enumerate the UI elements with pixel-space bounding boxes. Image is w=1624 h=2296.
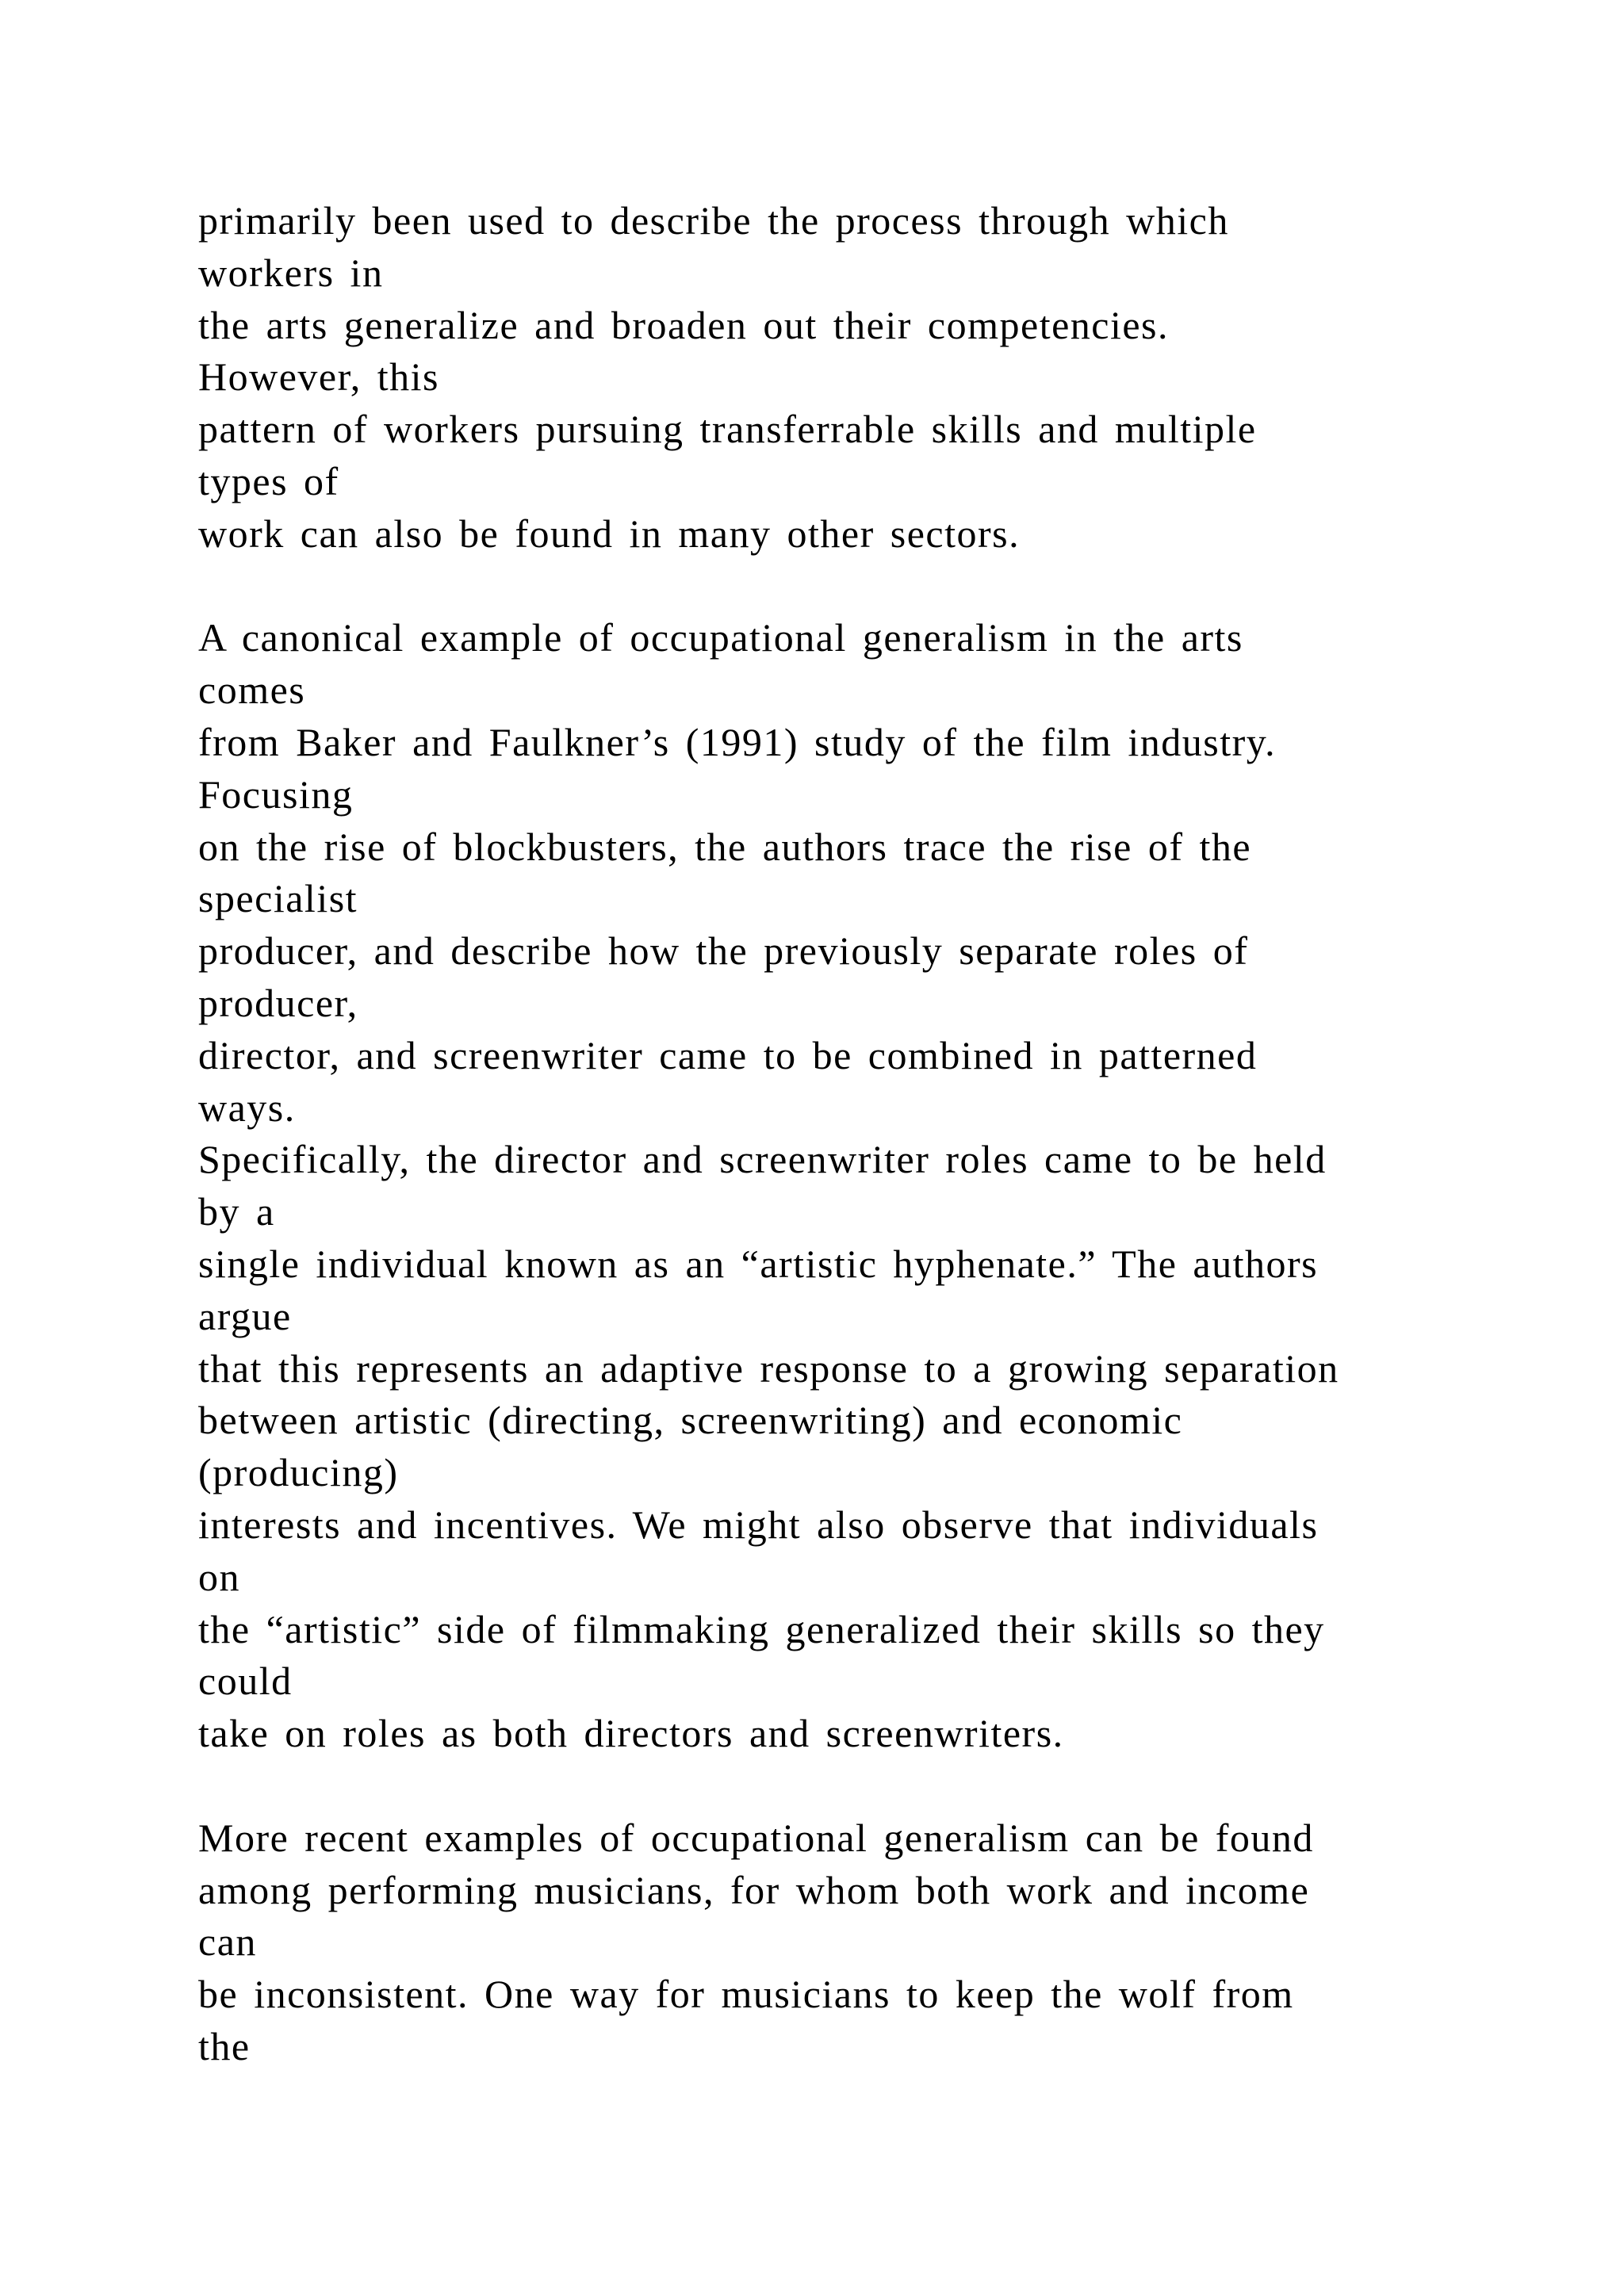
text-line: could bbox=[198, 1659, 293, 1704]
text-line: Specifically, the director and screenwriter roles came to be held bbox=[198, 1137, 1327, 1182]
text-line: Focusing bbox=[198, 771, 354, 817]
text-line: on the rise of blockbusters, the authors trace the rise of the bbox=[198, 824, 1252, 869]
text-line: A canonical example of occupational generalism in the arts bbox=[198, 615, 1243, 660]
text-line: work can also be found in many other sectors. bbox=[198, 511, 1021, 556]
paragraph bbox=[198, 1812, 1546, 2073]
text-line: comes bbox=[198, 668, 306, 713]
paragraph bbox=[198, 612, 1546, 1760]
text-line: interests and incentives. We might also observe that individuals bbox=[198, 1502, 1319, 1547]
paragraph bbox=[198, 195, 1546, 561]
paragraph-gap bbox=[198, 561, 1546, 613]
text-line: be inconsistent. One way for musicians to keep the wolf from bbox=[198, 1972, 1294, 2017]
text-line: the arts generalize and broaden out their competencies. bbox=[198, 302, 1170, 347]
text-line: between artistic (directing, screenwriting) and economic bbox=[198, 1398, 1183, 1443]
body-text bbox=[198, 195, 1546, 2073]
text-line: from Baker and Faulkner’s (1991) study of the film industry. bbox=[198, 719, 1277, 764]
text-line: producer, and describe how the previously separate roles of bbox=[198, 928, 1249, 974]
text-line: argue bbox=[198, 1293, 292, 1338]
text-line: (producing) bbox=[198, 1450, 399, 1495]
text-line: can bbox=[198, 1919, 257, 1965]
text-line: the bbox=[198, 2023, 251, 2068]
paragraph-gap bbox=[198, 1760, 1546, 1812]
text-line: specialist bbox=[198, 876, 358, 921]
text-line: by a bbox=[198, 1189, 275, 1234]
text-line: among performing musicians, for whom both work and income bbox=[198, 1867, 1310, 1912]
text-line: the “artistic” side of filmmaking generalized their skills so they bbox=[198, 1606, 1325, 1651]
text-line: single individual known as an “artistic hyphenate.” The authors bbox=[198, 1241, 1319, 1286]
text-line: on bbox=[198, 1554, 240, 1599]
text-line: types of bbox=[198, 458, 339, 503]
text-line: producer, bbox=[198, 980, 358, 1025]
text-line: pattern of workers pursuing transferrable skills and multiple bbox=[198, 407, 1257, 452]
text-line: However, this bbox=[198, 354, 439, 400]
text-line: primarily been used to describe the process through which bbox=[198, 198, 1229, 243]
text-line: director, and screenwriter came to be combined in patterned bbox=[198, 1032, 1258, 1077]
text-line: workers in bbox=[198, 250, 384, 295]
text-line: take on roles as both directors and screenwriters. bbox=[198, 1711, 1064, 1756]
text-line: More recent examples of occupational generalism can be found bbox=[198, 1815, 1314, 1860]
text-line: that this represents an adaptive response to a growing separation bbox=[198, 1345, 1339, 1391]
text-line: ways. bbox=[198, 1085, 296, 1130]
